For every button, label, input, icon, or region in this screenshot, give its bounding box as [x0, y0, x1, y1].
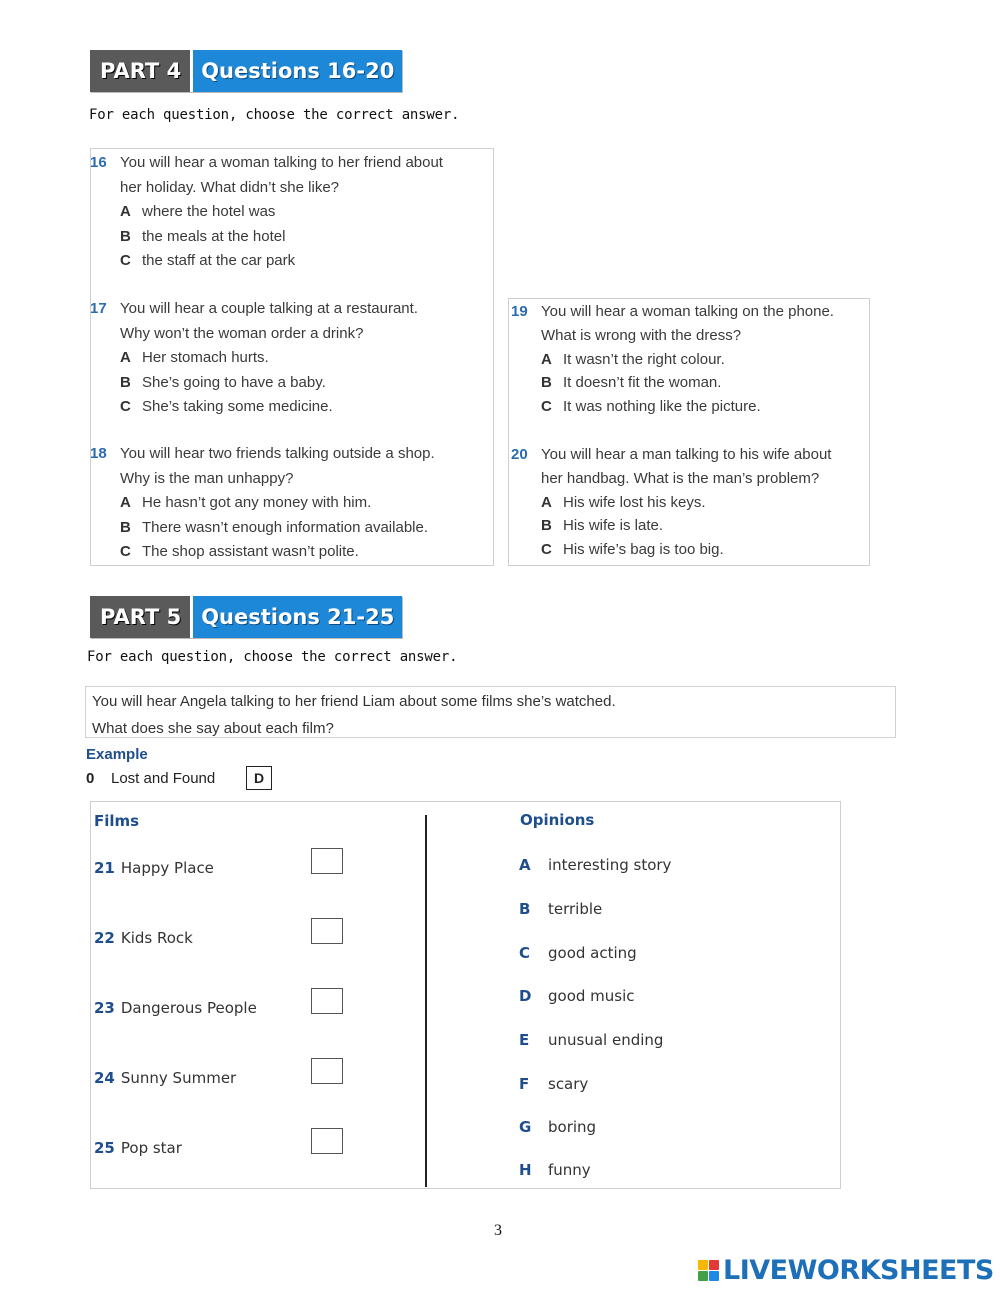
option-c[interactable]: C She’s taking some medicine.: [120, 398, 333, 415]
question-number: 18: [90, 445, 107, 462]
question-stem: You will hear a couple talking at a restaurant.: [120, 300, 418, 317]
intro-line: What does she say about each film?: [92, 720, 334, 737]
example-number: 0: [86, 769, 95, 787]
option-a[interactable]: A His wife lost his keys.: [541, 493, 706, 511]
option-c[interactable]: C It was nothing like the picture.: [541, 398, 761, 416]
question-number: 17: [90, 300, 107, 317]
part4-instruction: For each question, choose the correct answer.: [89, 107, 460, 123]
option-a[interactable]: A It wasn’t the right colour.: [541, 350, 725, 368]
example-answer-box: D: [246, 766, 272, 790]
part4-header: [90, 50, 402, 92]
opinion-g: G boring: [519, 1118, 597, 1136]
brand-name: LIVEWORKSHEETS: [723, 1255, 994, 1286]
question-stem: Why is the man unhappy?: [120, 469, 294, 487]
opinion-h: H funny: [519, 1161, 591, 1179]
liveworksheets-logo[interactable]: [698, 1255, 994, 1286]
question-number: 16: [90, 154, 107, 171]
answer-box-25[interactable]: [311, 1128, 343, 1154]
question-stem: her holiday. What didn’t she like?: [120, 178, 340, 196]
opinion-d: D good music: [519, 987, 635, 1005]
answer-box-22[interactable]: [311, 918, 343, 944]
part5-intro-box: [85, 686, 896, 738]
opinion-f: F scary: [519, 1075, 589, 1093]
option-b[interactable]: B It doesn’t fit the woman.: [541, 374, 722, 392]
intro-line: You will hear Angela talking to her friend Liam about some films she’s watched.: [92, 693, 616, 710]
question-19: [511, 300, 867, 419]
liveworksheets-icon: [698, 1260, 719, 1281]
film-23: 23 Dangerous People: [94, 999, 257, 1017]
opinion-c: C good acting: [519, 944, 637, 962]
example-film: Lost and Found: [111, 769, 216, 787]
question-stem: You will hear a woman talking on the phone.: [541, 303, 834, 320]
option-c[interactable]: C The shop assistant wasn’t polite.: [120, 543, 359, 560]
part4-questions-label: Questions 16-20: [193, 50, 402, 92]
question-stem: You will hear a woman talking to her friend about: [120, 154, 443, 171]
question-17: [90, 297, 490, 420]
part5-questions-label: Questions 21-25: [193, 596, 402, 638]
option-b[interactable]: B His wife is late.: [541, 517, 664, 535]
table-divider: [425, 815, 427, 1187]
part4-label: PART 4: [90, 50, 190, 92]
option-b[interactable]: B There wasn’t enough information available.: [120, 518, 429, 536]
example-label: Example: [86, 746, 148, 763]
part5-header: [90, 596, 402, 638]
option-a[interactable]: A He hasn’t got any money with him.: [120, 494, 372, 511]
answer-box-23[interactable]: [311, 988, 343, 1014]
opinions-heading: Opinions: [520, 811, 595, 829]
question-stem: You will hear two friends talking outside a shop.: [120, 445, 435, 462]
film-21: 21 Happy Place: [94, 859, 214, 877]
film-24: 24 Sunny Summer: [94, 1069, 237, 1087]
question-20: [511, 443, 867, 562]
film-25: 25 Pop star: [94, 1139, 182, 1157]
part5-instruction: For each question, choose the correct answer.: [87, 649, 458, 665]
option-b[interactable]: B She’s going to have a baby.: [120, 373, 326, 391]
film-22: 22 Kids Rock: [94, 929, 193, 947]
opinion-b: B terrible: [519, 900, 603, 918]
option-b[interactable]: B the meals at the hotel: [120, 227, 286, 245]
example-row: [86, 766, 272, 790]
question-stem: her handbag. What is the man’s problem?: [541, 469, 820, 487]
opinion-e: E unusual ending: [519, 1031, 664, 1049]
option-a[interactable]: A Her stomach hurts.: [120, 349, 269, 366]
question-stem: Why won’t the woman order a drink?: [120, 324, 364, 342]
films-heading: Films: [94, 812, 140, 830]
answer-box-21[interactable]: [311, 848, 343, 874]
question-stem: What is wrong with the dress?: [541, 326, 742, 344]
option-a[interactable]: A where the hotel was: [120, 203, 276, 220]
part5-label: PART 5: [90, 596, 190, 638]
option-c[interactable]: C His wife’s bag is too big.: [541, 541, 724, 559]
question-stem: You will hear a man talking to his wife about: [541, 446, 832, 463]
question-18: [90, 442, 490, 565]
page-number: 3: [494, 1222, 502, 1239]
option-c[interactable]: C the staff at the car park: [120, 252, 296, 269]
question-16: [90, 151, 490, 274]
answer-box-24[interactable]: [311, 1058, 343, 1084]
question-number: 20: [511, 446, 528, 463]
opinion-a: A interesting story: [519, 856, 672, 874]
question-number: 19: [511, 303, 528, 320]
